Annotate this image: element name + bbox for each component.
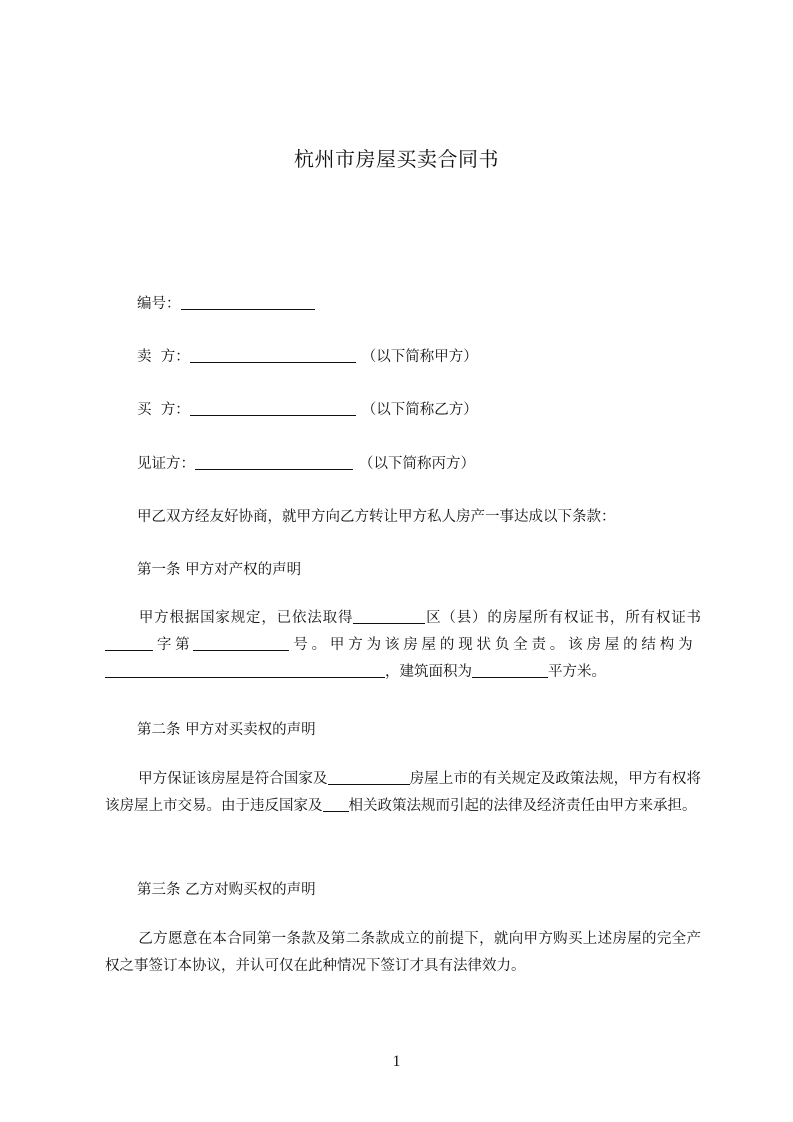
document-title: 杭州市房屋买卖合同书 xyxy=(294,147,499,171)
article3-heading: 第三条 乙方对购买权的声明 xyxy=(137,882,316,898)
contract-number-blank xyxy=(181,295,315,310)
witness-label: 见证方： xyxy=(137,456,195,472)
buyer-label: 买 方： xyxy=(137,402,190,418)
page-number: 1 xyxy=(392,1053,401,1070)
buyer-line xyxy=(137,398,478,419)
witness-suffix: （以下简称丙方） xyxy=(359,456,475,472)
article1-body: 甲方根据国家规定，已依法取得 区（县）的房屋所有权证书，所有权证书字第 号。甲方为该房屋的现状负全责。该房屋的结构为 ，建筑面积为 平方米。 xyxy=(105,605,701,686)
buyer-blank xyxy=(190,401,356,416)
article3-body: 乙方愿意在本合同第一条款及第二条款成立的前提下，就向甲方购买上述房屋的完全产权之事签订本协议，并认可仅在此种情况下签订才具有法律效力。 xyxy=(105,931,701,974)
witness-blank xyxy=(195,455,353,470)
contract-number-line xyxy=(137,292,315,313)
article2-heading: 第二条 甲方对买卖权的声明 xyxy=(137,722,316,738)
seller-line xyxy=(137,345,478,366)
seller-blank xyxy=(190,348,356,363)
contract-number-label: 编号： xyxy=(137,296,181,312)
intro-text: 甲乙双方经友好协商，就甲方向乙方转让甲方私人房产一事达成以下条款： xyxy=(137,509,616,525)
seller-label: 卖 方： xyxy=(137,349,190,365)
witness-line xyxy=(137,452,475,473)
article2-body: 甲方保证该房屋是符合国家及 房屋上市的有关规定及政策法规，甲方有权将该房屋上市交易。由于违反国家及 相关政策法规而引起的法律及经济责任由甲方来承担。 xyxy=(105,771,702,814)
article1-heading: 第一条 甲方对产权的声明 xyxy=(137,562,302,578)
seller-suffix: （以下简称甲方） xyxy=(361,349,478,365)
buyer-suffix: （以下简称乙方） xyxy=(361,402,478,418)
